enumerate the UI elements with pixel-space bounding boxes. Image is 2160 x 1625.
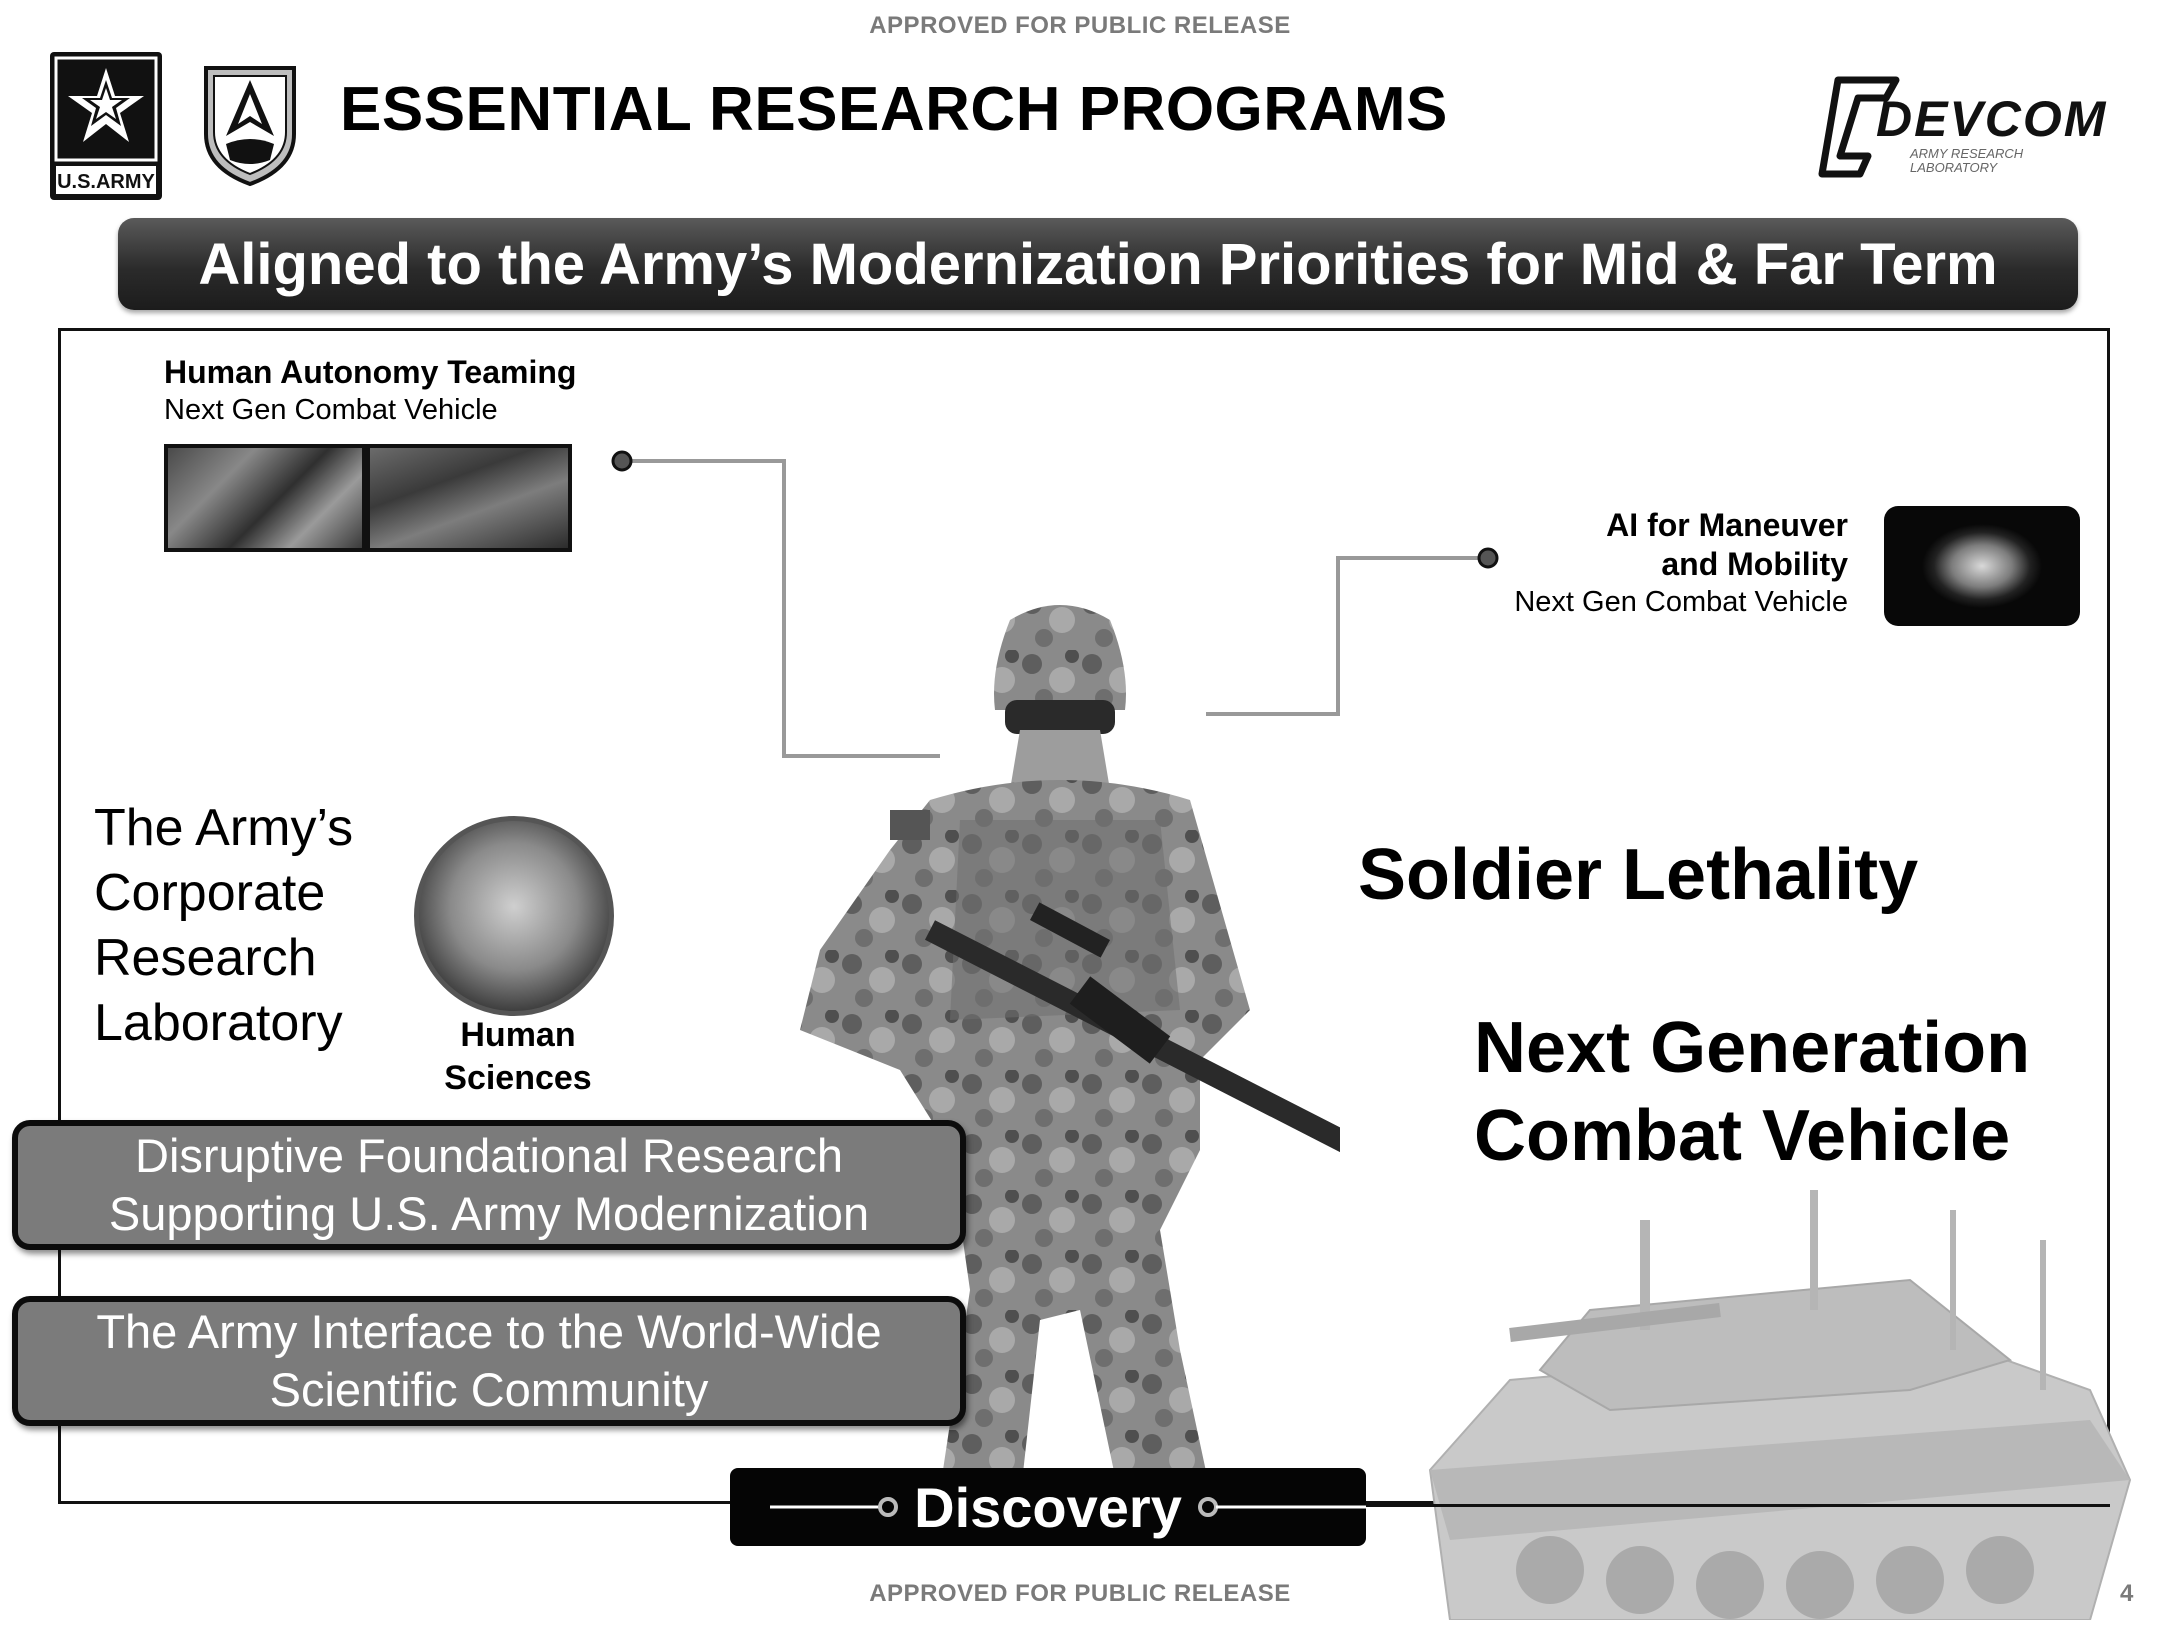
ngcv-line-2: Combat Vehicle bbox=[1474, 1096, 2011, 1176]
drone-city-photo bbox=[164, 444, 366, 552]
human-sciences-line-2: Sciences bbox=[444, 1059, 592, 1097]
page-title: ESSENTIAL RESEARCH PROGRAMS bbox=[340, 75, 1448, 144]
release-notice-bottom: APPROVED FOR PUBLIC RELEASE bbox=[869, 1580, 1291, 1607]
human-sciences-label bbox=[418, 1014, 618, 1100]
ai-maneuver-title-line-1: AI for Maneuver bbox=[1606, 507, 1848, 543]
us-army-logo bbox=[48, 50, 164, 202]
priorities-banner bbox=[118, 218, 2078, 310]
combat-vehicle-image bbox=[1390, 1160, 2150, 1620]
corporate-lab-line-2: Corporate bbox=[94, 864, 326, 922]
ai-maneuver-title-line-2: and Mobility bbox=[1661, 546, 1848, 582]
human-sciences-line-1: Human bbox=[460, 1016, 576, 1054]
box-1-line-1: Disruptive Foundational Research bbox=[135, 1129, 843, 1182]
corporate-research-lab-text bbox=[94, 796, 424, 1056]
discovery-text: Discovery bbox=[914, 1475, 1182, 1539]
ngcv-line-1: Next Generation bbox=[1474, 1008, 2031, 1088]
devcom-logo-sub-1: ARMY RESEARCH bbox=[1910, 146, 2024, 161]
box-2-line-1: The Army Interface to the World-Wide bbox=[96, 1305, 882, 1358]
discovery-baseline bbox=[1366, 1504, 2110, 1507]
devcom-logo-sub-2: LABORATORY bbox=[1910, 160, 1998, 175]
banner-text: Aligned to the Army’s Modernization Priorities for Mid & Far Term bbox=[198, 231, 1998, 297]
ai-maneuver-subtitle: Next Gen Combat Vehicle bbox=[1514, 586, 1848, 618]
devcom-logo-text: DEVCOM bbox=[1876, 91, 2108, 147]
box-1-line-2: Supporting U.S. Army Modernization bbox=[108, 1187, 870, 1240]
page-number: 4 bbox=[2120, 1580, 2134, 1607]
human-autonomy-teaming-subtitle: Next Gen Combat Vehicle bbox=[164, 394, 498, 426]
human-sciences-photo bbox=[414, 816, 614, 1016]
ai-brain-image bbox=[1884, 506, 2080, 626]
world-wide-community-box bbox=[12, 1296, 966, 1426]
army-logo-text: U.S.ARMY bbox=[57, 171, 155, 193]
discovery-label bbox=[730, 1468, 1366, 1546]
human-autonomy-teaming-title: Human Autonomy Teaming bbox=[164, 354, 577, 390]
next-generation-combat-vehicle-heading bbox=[1474, 1004, 2030, 1180]
soldier-lethality-heading: Soldier Lethality bbox=[1358, 835, 1919, 915]
ai-maneuver-title bbox=[1350, 506, 1848, 584]
soldiers-drones-photo bbox=[366, 444, 572, 552]
box-2-line-2: Scientific Community bbox=[269, 1363, 709, 1416]
release-notice-top: APPROVED FOR PUBLIC RELEASE bbox=[869, 12, 1291, 39]
corporate-lab-line-3: Research bbox=[94, 929, 317, 987]
corporate-lab-line-4: Laboratory bbox=[94, 994, 343, 1052]
foundational-research-box bbox=[12, 1120, 966, 1250]
futures-command-shield-logo bbox=[200, 64, 300, 188]
corporate-lab-line-1: The Army’s bbox=[94, 799, 354, 857]
devcom-logo bbox=[1818, 74, 2118, 180]
